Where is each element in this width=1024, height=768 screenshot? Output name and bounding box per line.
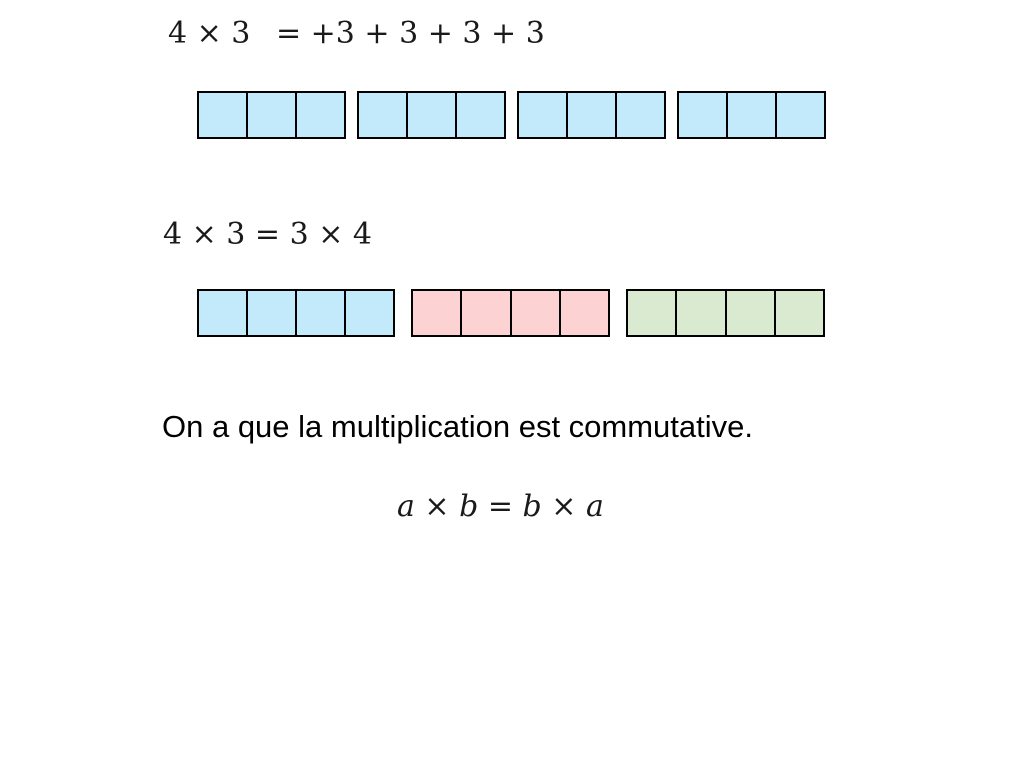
block-cell bbox=[248, 93, 297, 137]
general-formula bbox=[397, 489, 604, 524]
block-group bbox=[197, 289, 395, 337]
block-cell bbox=[628, 291, 677, 335]
block-cell bbox=[727, 291, 776, 335]
formula-times: × bbox=[414, 489, 460, 524]
block-cell bbox=[512, 291, 561, 335]
block-cell bbox=[408, 93, 457, 137]
block-group bbox=[517, 91, 666, 139]
block-cell bbox=[297, 291, 346, 335]
block-cell bbox=[679, 93, 728, 137]
block-cell bbox=[359, 93, 408, 137]
formula-var-b: b bbox=[522, 489, 542, 524]
block-cell bbox=[413, 291, 462, 335]
block-cell bbox=[199, 291, 248, 335]
block-cell bbox=[617, 93, 664, 137]
equation-4x3-left: 4 × 3 bbox=[168, 16, 251, 51]
block-group bbox=[197, 91, 346, 139]
block-cell bbox=[346, 291, 393, 335]
block-group bbox=[626, 289, 825, 337]
block-group bbox=[677, 91, 826, 139]
block-cell bbox=[728, 93, 777, 137]
formula-var-a: a bbox=[397, 489, 415, 524]
block-cell bbox=[677, 291, 726, 335]
block-cell bbox=[777, 93, 824, 137]
equation-4x3-sum: = +3 + 3 + 3 + 3 bbox=[276, 16, 545, 51]
block-cell bbox=[462, 291, 511, 335]
block-group bbox=[357, 91, 506, 139]
block-cell bbox=[568, 93, 617, 137]
formula-var-b: b bbox=[459, 489, 479, 524]
block-cell bbox=[199, 93, 248, 137]
block-cell bbox=[776, 291, 823, 335]
block-cell bbox=[297, 93, 344, 137]
commutativity-statement: On a que la multiplication est commutative. bbox=[162, 409, 753, 444]
formula-times: × bbox=[541, 489, 586, 524]
block-cell bbox=[519, 93, 568, 137]
equation-commutative-example: 4 × 3 = 3 × 4 bbox=[163, 217, 372, 252]
formula-var-a: a bbox=[585, 489, 604, 524]
block-group bbox=[411, 289, 610, 337]
block-cell bbox=[457, 93, 504, 137]
block-cell bbox=[561, 291, 608, 335]
block-cell bbox=[248, 291, 297, 335]
formula-equals: = bbox=[478, 489, 523, 524]
